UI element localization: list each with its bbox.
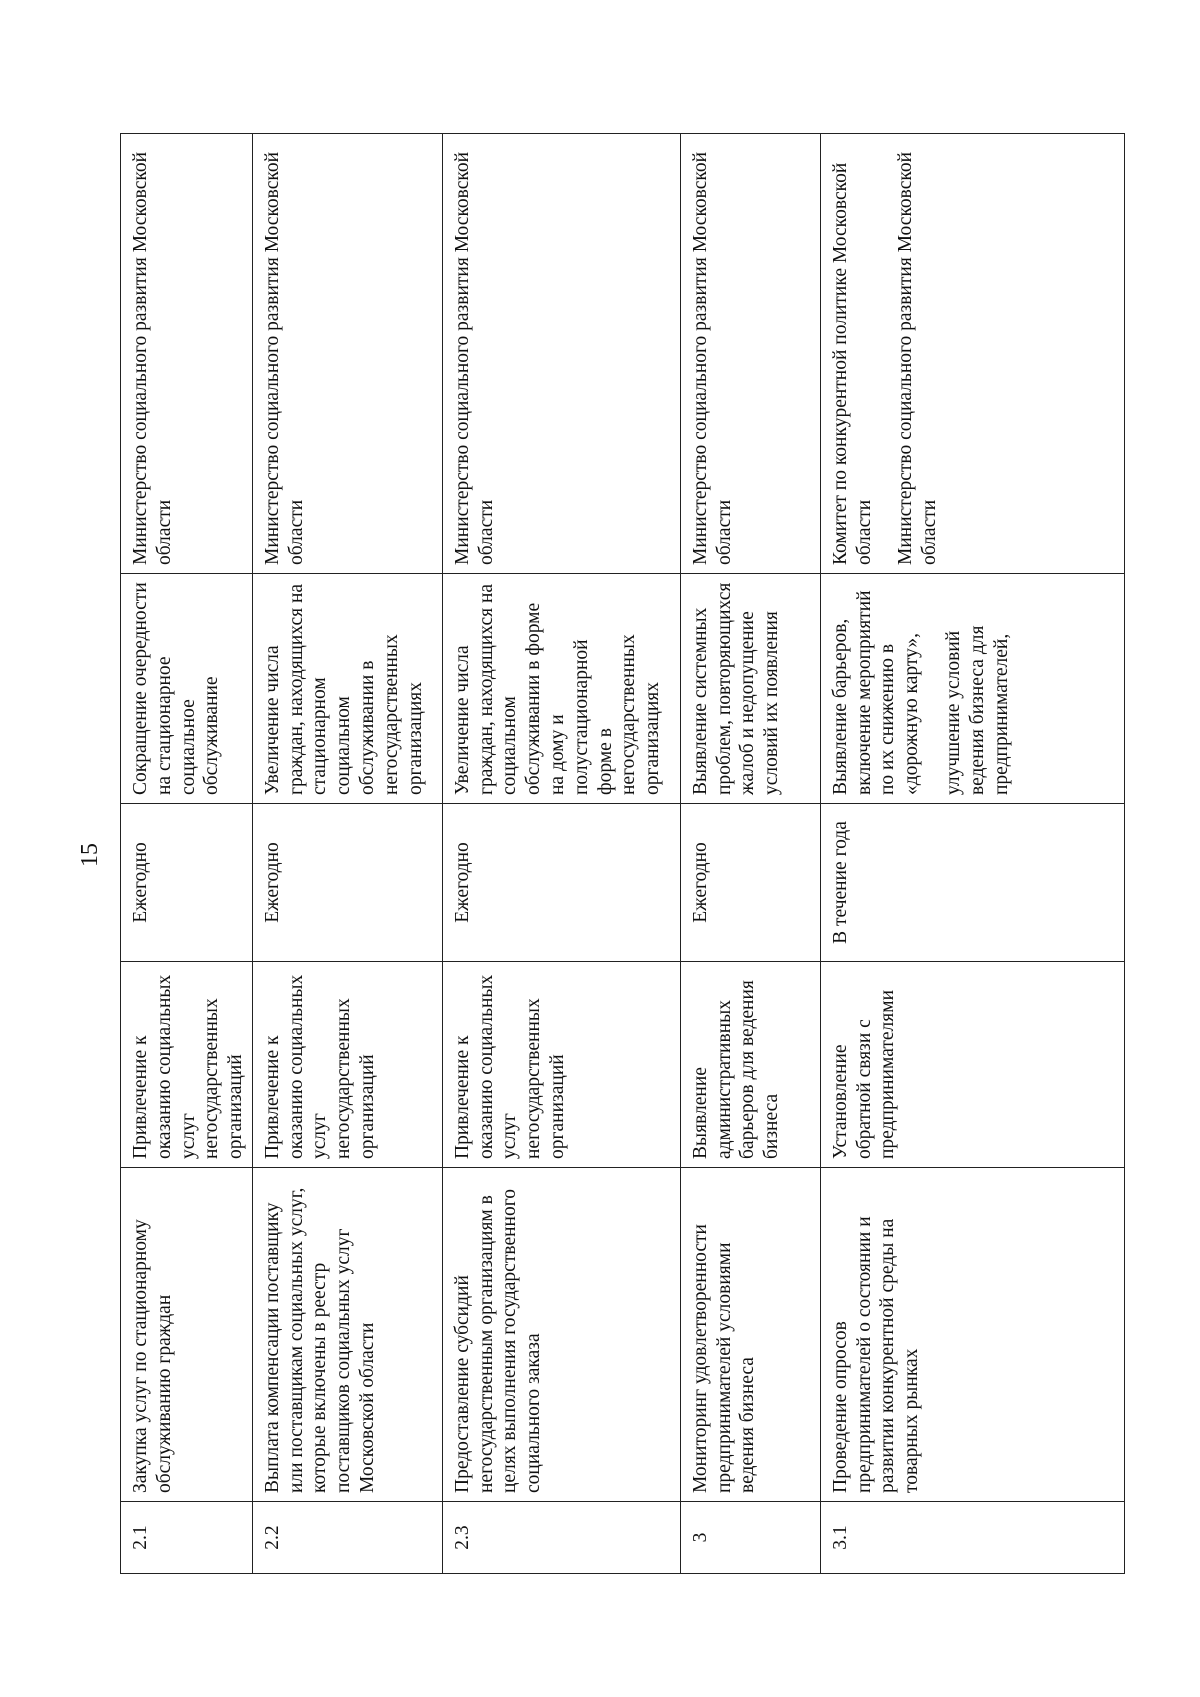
indicator-cell: Выявление системных проблем, повторяющихся жалоб и недопущение условий их появления — [680, 574, 820, 804]
executor-cell: Министерство социального развития Московской области — [442, 134, 680, 574]
activity-cell: Закупка услуг по стационарному обслуживанию граждан — [121, 1168, 253, 1502]
indicator-part: улучшение условий ведения бизнеса для предпринимателей, — [943, 625, 1012, 795]
indicator-cell: Сокращение очередности на стационарное социальное обслуживание — [121, 574, 253, 804]
result-cell: Привлечение к оказанию социальных услуг негосударственных организаций — [442, 962, 680, 1168]
indicator-cell: Увеличение числа граждан, находящихся на стационарном социальном обслуживании в негосударственных организациях — [252, 574, 442, 804]
executor-cell: Министерство социального развития Московской области — [252, 134, 442, 574]
executor-name: Министерство социального развития Московской области — [895, 151, 941, 565]
executor-name: Комитет по конкурентной политике Московской области — [829, 162, 875, 565]
result-cell: Привлечение к оказанию социальных услуг негосударственных организаций — [252, 962, 442, 1168]
indicator-part: Выявление барьеров, включение мероприятий по их снижению в «дорожную карту», — [829, 590, 923, 795]
table-row — [442, 134, 680, 1574]
term-cell: Ежегодно — [680, 804, 820, 962]
executor-cell: Министерство социального развития Московской области — [680, 134, 820, 574]
row-number: 3.1 — [820, 1502, 1124, 1574]
activity-cell: Проведение опросов предпринимателей о состоянии и развитии конкурентной среды на товарных рынках — [820, 1168, 1124, 1502]
result-cell: Привлечение к оказанию социальных услуг негосударственных организаций — [121, 962, 253, 1168]
executor-cell — [820, 134, 1124, 574]
table-row — [820, 134, 1124, 1574]
table-row — [252, 134, 442, 1574]
activity-cell: Выплата компенсации поставщику или поставщикам социальных услуг, которые включены в реестр поставщиков социальных услуг Московской области — [252, 1168, 442, 1502]
row-number: 3 — [680, 1502, 820, 1574]
result-cell: Выявление административных барьеров для ведения бизнеса — [680, 962, 820, 1168]
table-row — [680, 134, 820, 1574]
measures-table-grid — [120, 133, 1125, 1574]
row-number: 2.2 — [252, 1502, 442, 1574]
term-cell: Ежегодно — [121, 804, 253, 962]
activity-cell: Предоставление субсидий негосударственным организациям в целях выполнения государственного социального заказа — [442, 1168, 680, 1502]
indicator-cell: Увеличение числа граждан, находящихся на социальном обслуживании в форме на дому и полустационарной форме в негосударственных организациях — [442, 574, 680, 804]
indicator-cell — [820, 574, 1124, 804]
row-number: 2.3 — [442, 1502, 680, 1574]
term-cell: Ежегодно — [252, 804, 442, 962]
table-row — [121, 134, 253, 1574]
row-number: 2.1 — [121, 1502, 253, 1574]
term-cell: В течение года — [820, 804, 1124, 962]
executor-cell: Министерство социального развития Московской области — [121, 134, 253, 574]
term-cell: Ежегодно — [442, 804, 680, 962]
activity-cell: Мониторинг удовлетворенности предпринимателей условиями ведения бизнеса — [680, 1168, 820, 1502]
result-cell: Установление обратной связи с предпринимателями — [820, 962, 1124, 1168]
page-number: 15 — [77, 843, 103, 867]
measures-table — [120, 134, 1120, 1574]
